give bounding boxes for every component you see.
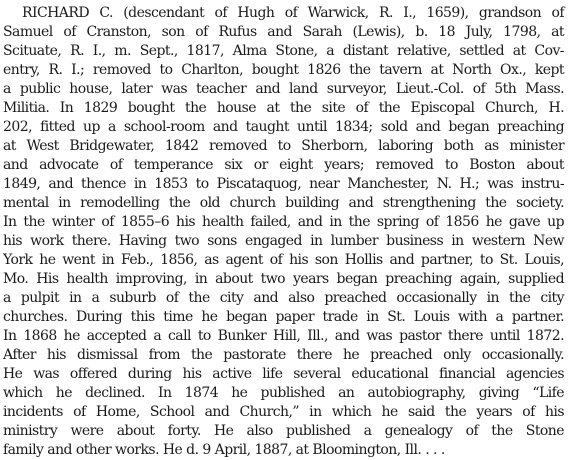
text-line: Scituate, R. I., m. Sept., 1817, Alma Stone, a distant relative, settled at Cov- xyxy=(3,43,564,59)
text-line: churches. During this time he began paper trade in St. Louis with a partner. xyxy=(3,309,564,325)
text-line: a public house, later was teacher and land surveyor, Lieut.-Col. of 5th Mass. xyxy=(3,81,564,97)
text-line: incidents of Home, School and Church,” in which he said the years of his xyxy=(3,404,564,420)
text-line: at West Bridgewater, 1842 removed to Sherborn, laboring both as minister xyxy=(3,138,564,154)
text-line: In the winter of 1855–6 his health failed, and in the spring of 1856 he gave up xyxy=(3,214,564,230)
text-line: his work there. Having two sons engaged in lumber business in western New xyxy=(3,233,564,249)
text-line: After his dismissal from the pastorate there he preached only occasionally. xyxy=(3,347,564,363)
text-line: Mo. His health improving, in about two years began preaching again, supplied xyxy=(3,271,564,287)
text-line: ministry were about forty. He also published a genealogy of the Stone xyxy=(3,423,564,439)
text-line: a pulpit in a suburb of the city and also preached occasionally in the city xyxy=(3,290,564,306)
text-line: 1849, and thence in 1853 to Piscataquog, near Manchester, N. H.; was instru- xyxy=(3,176,564,192)
text-line: In 1868 he accepted a call to Bunker Hill, Ill., and was pastor there until 1872. xyxy=(3,328,564,344)
text-line: He was offered during his active life several educational financial agencies xyxy=(3,366,564,382)
text-line: and advocate of temperance six or eight years; removed to Boston about xyxy=(3,157,564,173)
text-line: entry, R. I.; removed to Charlton, bought 1826 the tavern at North Ox., kept xyxy=(3,62,564,78)
text-line: RICHARD C. (descendant of Hugh of Warwick, R. I., 1659), grandson of xyxy=(22,5,564,21)
text-line: which he declined. In 1874 he published an autobiography, giving “Life xyxy=(3,385,564,401)
text-line: Samuel of Cranston, son of Rufus and Sarah (Lewis), b. 18 July, 1798, at xyxy=(3,24,564,40)
text-line: Militia. In 1829 bought the house at the site of the Episcopal Church, H. xyxy=(3,100,564,116)
text-line: York he went in Feb., 1856, as agent of his son Hollis and partner, to St. Louis, xyxy=(3,252,564,268)
text-line: family and other works. He d. 9 April, 1887, at Bloomington, Ill. . . . xyxy=(3,442,445,458)
text-line: mental in remodelling the old church building and strengthening the society. xyxy=(3,195,564,211)
text-line: 202, fitted up a school-room and taught until 1834; sold and began preaching xyxy=(3,119,564,135)
